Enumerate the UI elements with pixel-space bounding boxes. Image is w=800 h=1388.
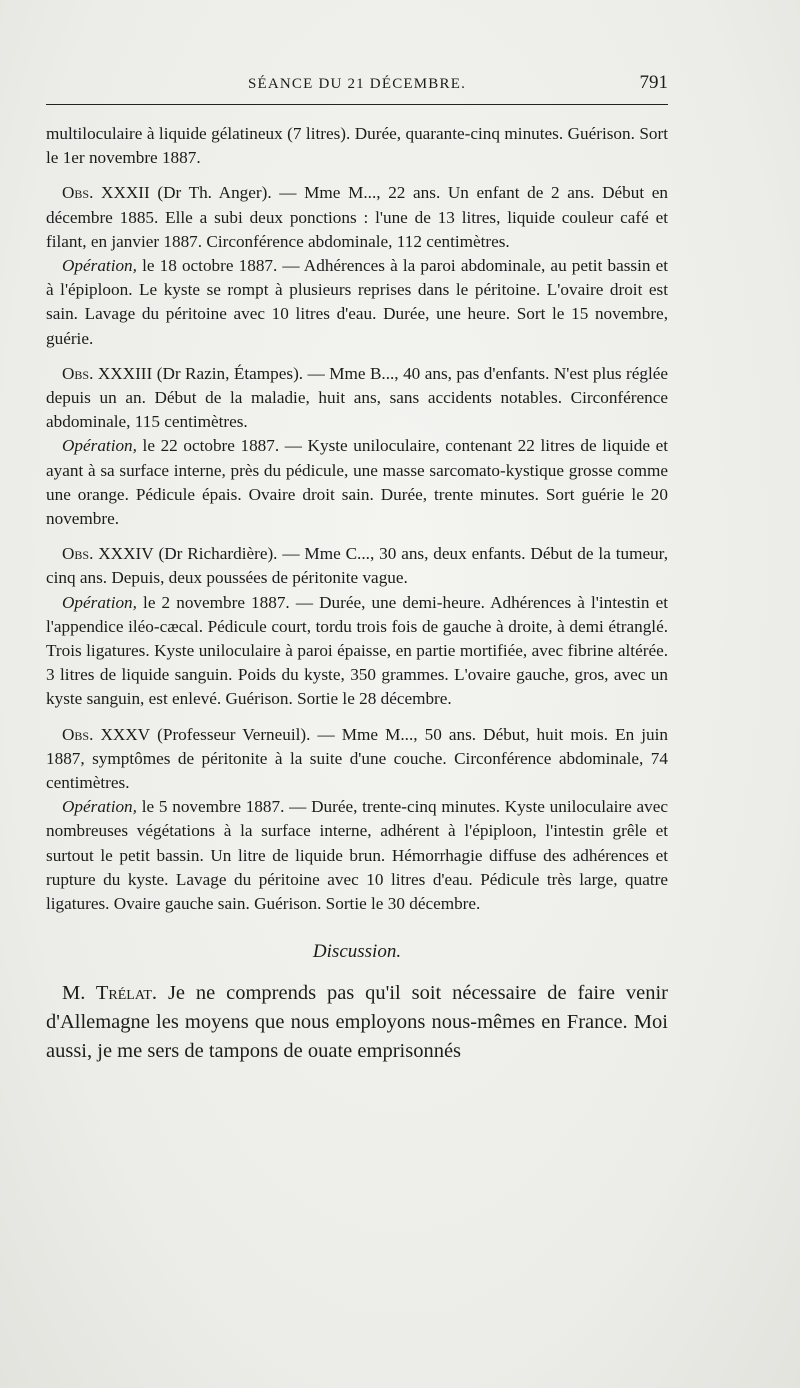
speaker-name: M. Trélat. (62, 981, 158, 1004)
operation-label: Opération, (62, 436, 137, 456)
observation-text: (Dr Razin, Étampes). — Mme B..., 40 ans, pas d'enfants. N'est plus réglée depuis un an. Début de la maladie, huit ans, sans accidents notables. Circonférence abdominale, 115 centimètres. (46, 363, 668, 432)
observation-label: Obs. XXXV (62, 724, 151, 744)
discussion-paragraph (46, 979, 668, 1066)
operation-32 (46, 254, 668, 351)
operation-label: Opération, (62, 592, 137, 612)
operation-label: Opération, (62, 797, 137, 817)
running-head: SÉANCE DU 21 DÉCEMBRE. (247, 76, 467, 92)
operation-text: le 22 octobre 1887. — Kyste uniloculaire, contenant 22 litres de liquide et ayant à sa surface interne, près du pédicule, une masse sarcomato-kystique grosse comme une orange. Pédicule épais. Ovaire droit sain. Durée, trente minutes. Sort guérie le 20 novembre. (46, 436, 668, 529)
observation-text: (Dr Richardière). — Mme C..., 30 ans, deux enfants. Début de la tumeur, cinq ans. Depuis, deux poussées de péritonite vague. (46, 544, 668, 588)
operation-33 (46, 434, 668, 531)
operation-35 (46, 795, 668, 916)
operation-text: le 18 octobre 1887. — Adhérences à la paroi abdominale, au petit bassin et à l'épiploon. Le kyste se rompt à plusieurs reprises dans le péritoine. L'ovaire droit est sain. Lavage du péritoine avec 10 litres d'eau. Durée, une heure. Sort le 15 novembre, guérie. (46, 256, 668, 348)
operation-text: le 2 novembre 1887. — Durée, une demi-heure. Adhérences à l'intestin et l'appendice iléo-cæcal. Pédicule court, tordu trois fois de gauche à droite, à demi étranglé. Trois ligatures. Kyste uniloculaire à paroi épaisse, en partie mortifiée, avec fibrine altérée. 3 litres de liquide sanguin. Poids du kyste, 350 grammes. L'ovaire gauche, gros, avec un kyste sanguin, est enlevé. Guérison. Sortie le 28 décembre. (46, 592, 668, 709)
observation-32 (46, 181, 668, 254)
observation-label: Obs. XXXII (62, 183, 150, 203)
operation-label: Opération, (62, 256, 137, 276)
header-rule (46, 104, 668, 105)
operation-text: le 5 novembre 1887. — Durée, trente-cinq minutes. Kyste uniloculaire avec nombreuses végétations à la surface interne, adhérent à l'épiploon, l'intestin grêle et surtout le petit bassin. Un litre de liquide brun. Hémorrhagie diffuse des adhérences et rupture du kyste. Lavage du péritoine avec 10 litres d'eau. Pédicule très large, quatre ligatures. Ovaire gauche sain. Guérison. Sortie le 30 décembre. (46, 797, 668, 914)
discussion-text: Je ne comprends pas qu'il soit nécessaire de faire venir d'Allemagne les moyens que nous employons nous-mêmes en France. Moi aussi, je me sers de tampons de ouate emprisonnés (46, 981, 668, 1062)
observation-text: (Dr Th. Anger). — Mme M..., 22 ans. Un enfant de 2 ans. Début en décembre 1885. Elle a subi deux ponctions : l'une de 13 litres, liquide couleur café et filant, en janvier 1887. Circonférence abdominale, 112 centimètres. (46, 183, 668, 251)
observation-35 (46, 723, 668, 796)
observation-label: Obs. XXXIV (62, 544, 154, 564)
observation-text: (Professeur Verneuil). — Mme M..., 50 ans. Début, huit mois. En juin 1887, symptômes de péritonite à la suite d'une couche. Circonférence abdominale, 74 centimètres. (46, 724, 668, 793)
page-header (46, 72, 668, 102)
page-number: 791 (639, 72, 668, 93)
section-heading: Discussion. (312, 941, 402, 963)
observation-33 (46, 362, 668, 435)
observation-34 (46, 542, 668, 590)
observation-label: Obs. XXXIII (62, 363, 153, 383)
paragraph-continuation: multiloculaire à liquide gélatineux (7 litres). Durée, quarante-cinq minutes. Guérison. Sort le 1er novembre 1887. (46, 124, 668, 168)
operation-34 (46, 591, 668, 712)
body-text (46, 122, 668, 1066)
